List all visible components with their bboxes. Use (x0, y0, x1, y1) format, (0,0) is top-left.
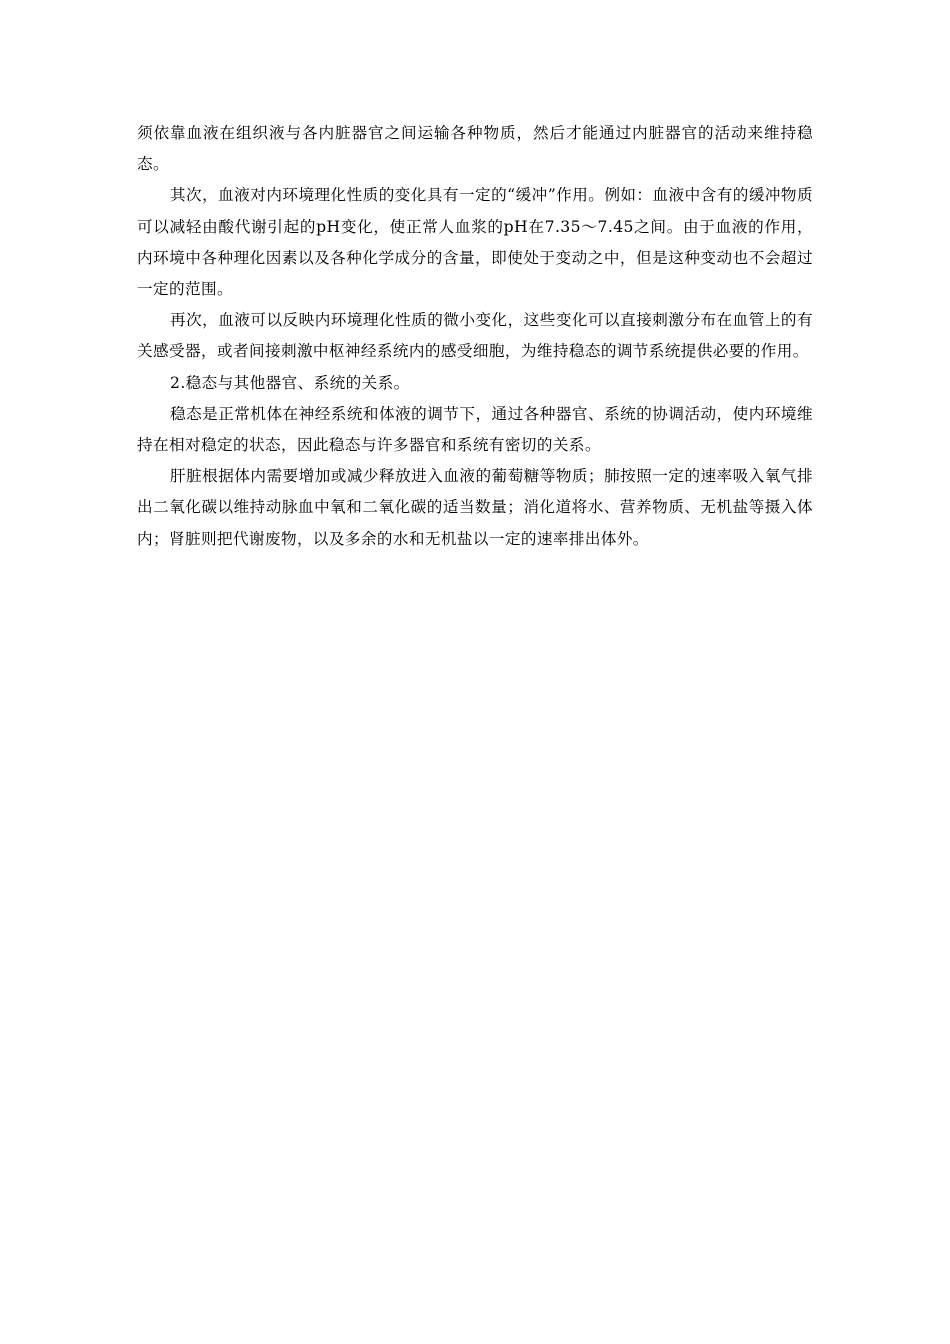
paragraph-buffer-effect: 其次，血液对内环境理化性质的变化具有一定的“缓冲”作用。例如：血液中含有的缓冲物质可以减轻由酸代谢引起的pH变化，使正常人血浆的pH在7.35～7.45之间。由于血液的作用，内环境中各种理化因素以及各种化学成分的含量，即使处于变动之中，但是这种变动也不会超过一定的范围。 (137, 186, 813, 299)
document-page (137, 118, 813, 555)
paragraph-reflect-changes: 再次，血液可以反映内环境理化性质的微小变化，这些变化可以直接刺激分布在血管上的有关感受器，或者间接刺激中枢神经系统内的感受细胞，为维持稳态的调节系统提供必要的作用。 (137, 311, 813, 361)
section-heading: 2.稳态与其他器官、系统的关系。 (170, 373, 410, 392)
paragraph-organs: 肝脏根据体内需要增加或减少释放进入血液的葡萄糖等物质；肺按照一定的速率吸入氧气排出二氧化碳以维持动脉血中氧和二氧化碳的适当数量；消化道将水、营养物质、无机盐等摄入体内；肾脏则把代谢废物，以及多余的水和无机盐以一定的速率排出体外。 (137, 467, 813, 548)
paragraph-homeostasis-definition: 稳态是正常机体在神经系统和体液的调节下，通过各种器官、系统的协调活动，使内环境维持在相对稳定的状态，因此稳态与许多器官和系统有密切的关系。 (137, 404, 813, 455)
paragraph-continuation: 须依靠血液在组织液与各内脏器官之间运输各种物质，然后才能通过内脏器官的活动来维持稳态。 (137, 124, 813, 174)
